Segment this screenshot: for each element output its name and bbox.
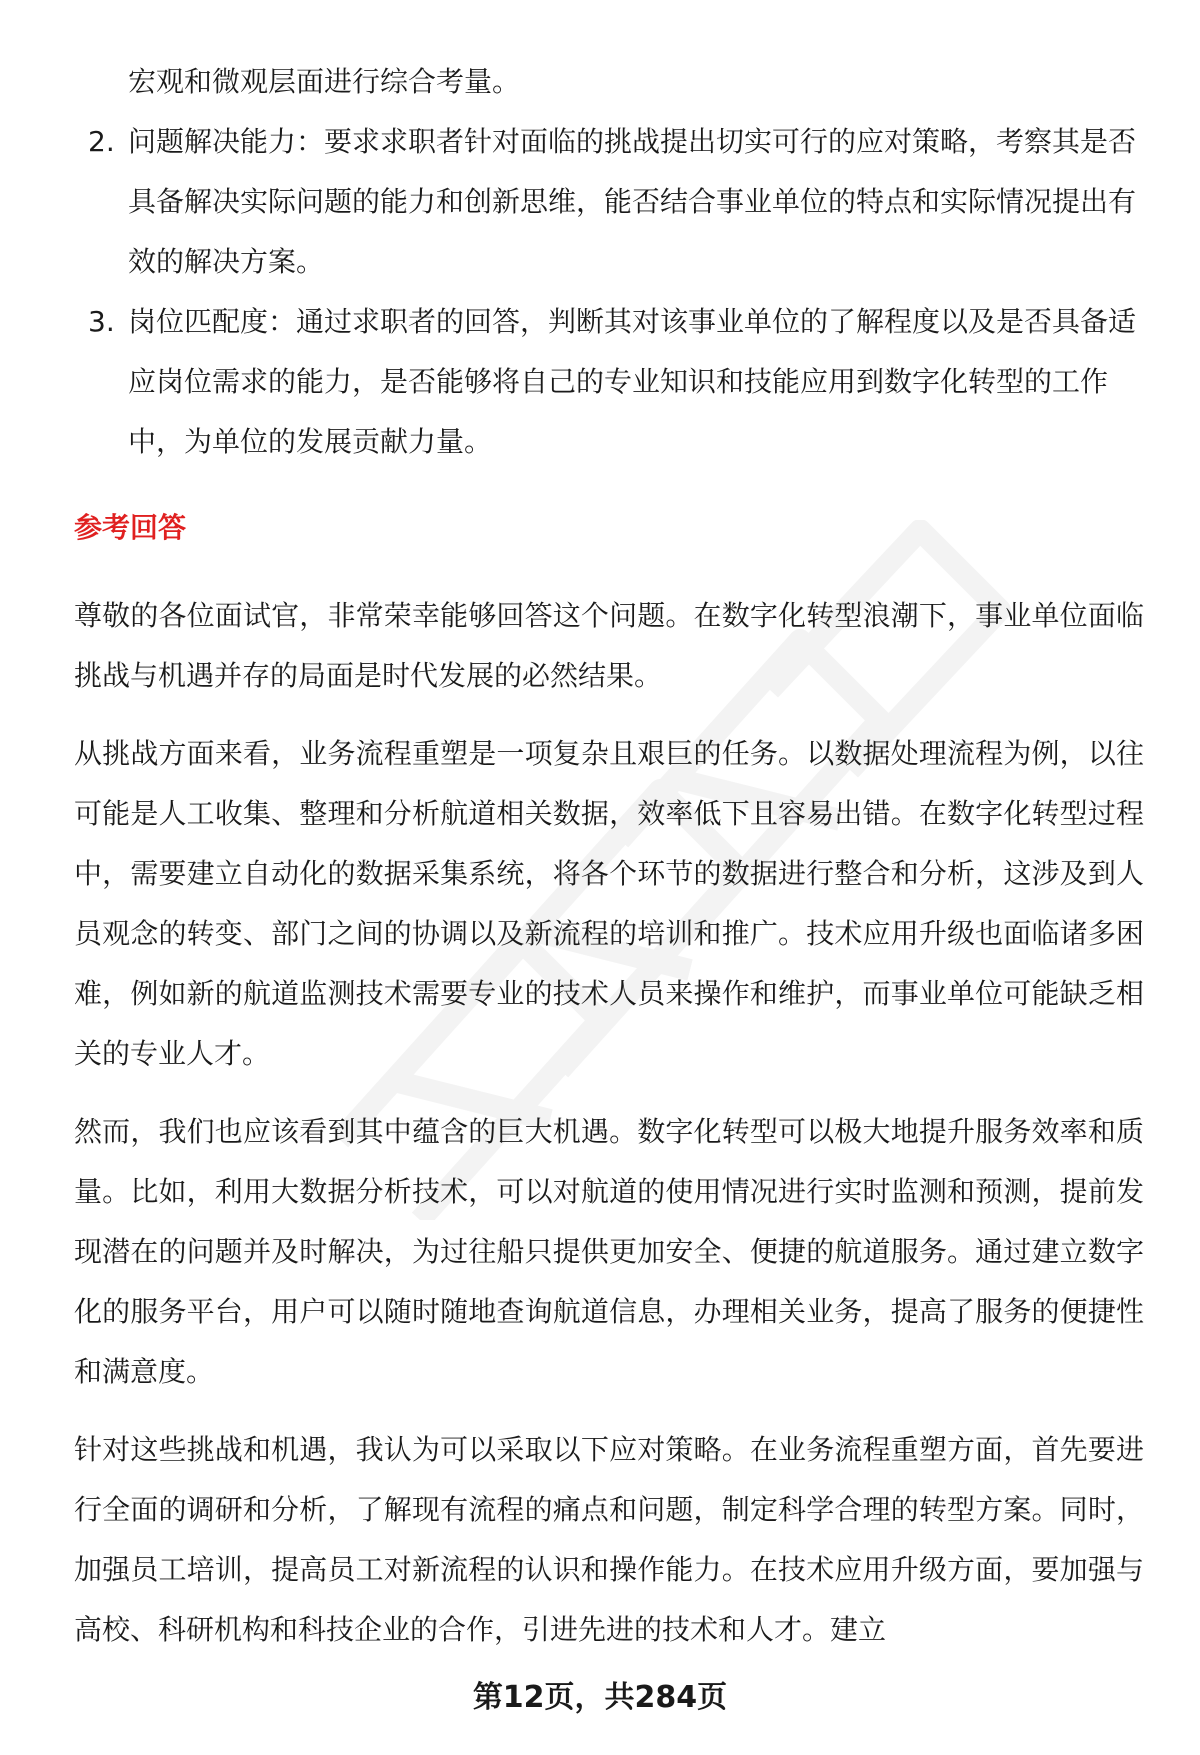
document-content (74, 52, 1144, 1678)
section-heading: 参考回答 (74, 511, 187, 544)
list-item-text: 岗位匹配度：通过求职者的回答，判断其对该事业单位的了解程度以及是否具备适应岗位需求的能力，是否能够将自己的专业知识和技能应用到数字化转型的工作中，为单位的发展贡献力量。 (128, 305, 1137, 458)
list-continuation: 宏观和微观层面进行综合考量。 (128, 65, 521, 98)
list-number: 2. (88, 125, 115, 158)
page-footer: 第12页，共284页 (472, 1680, 728, 1715)
paragraph: 然而，我们也应该看到其中蕴含的巨大机遇。数字化转型可以极大地提升服务效率和质量。比如，利用大数据分析技术，可以对航道的使用情况进行实时监测和预测，提前发现潜在的问题并及时解决，为过往船只提供更加安全、便捷的航道服务。通过建立数字化的服务平台，用户可以随时随地查询航道信息，办理相关业务，提高了服务的便捷性和满意度。 (74, 1115, 1144, 1388)
list-item (74, 292, 1144, 472)
list-item (74, 112, 1144, 292)
list-number: 3. (88, 305, 115, 338)
list-item-text: 问题解决能力：要求求职者针对面临的挑战提出切实可行的应对策略，考察其是否具备解决实际问题的能力和创新思维，能否结合事业单位的特点和实际情况提出有效的解决方案。 (128, 125, 1137, 278)
paragraph: 针对这些挑战和机遇，我认为可以采取以下应对策略。在业务流程重塑方面，首先要进行全面的调研和分析，了解现有流程的痛点和问题，制定科学合理的转型方案。同时，加强员工培训，提高员工对新流程的认识和操作能力。在技术应用升级方面，要加强与高校、科研机构和科技企业的合作，引进先进的技术和人才。建立 (74, 1433, 1144, 1646)
paragraph: 尊敬的各位面试官，非常荣幸能够回答这个问题。在数字化转型浪潮下，事业单位面临挑战与机遇并存的局面是时代发展的必然结果。 (74, 599, 1144, 692)
paragraph: 从挑战方面来看，业务流程重塑是一项复杂且艰巨的任务。以数据处理流程为例，以往可能是人工收集、整理和分析航道相关数据，效率低下且容易出错。在数字化转型过程中，需要建立自动化的数据采集系统，将各个环节的数据进行整合和分析，这涉及到人员观念的转变、部门之间的协调以及新流程的培训和推广。技术应用升级也面临诸多困难，例如新的航道监测技术需要专业的技术人员来操作和维护，而事业单位可能缺乏相关的专业人才。 (74, 737, 1144, 1070)
